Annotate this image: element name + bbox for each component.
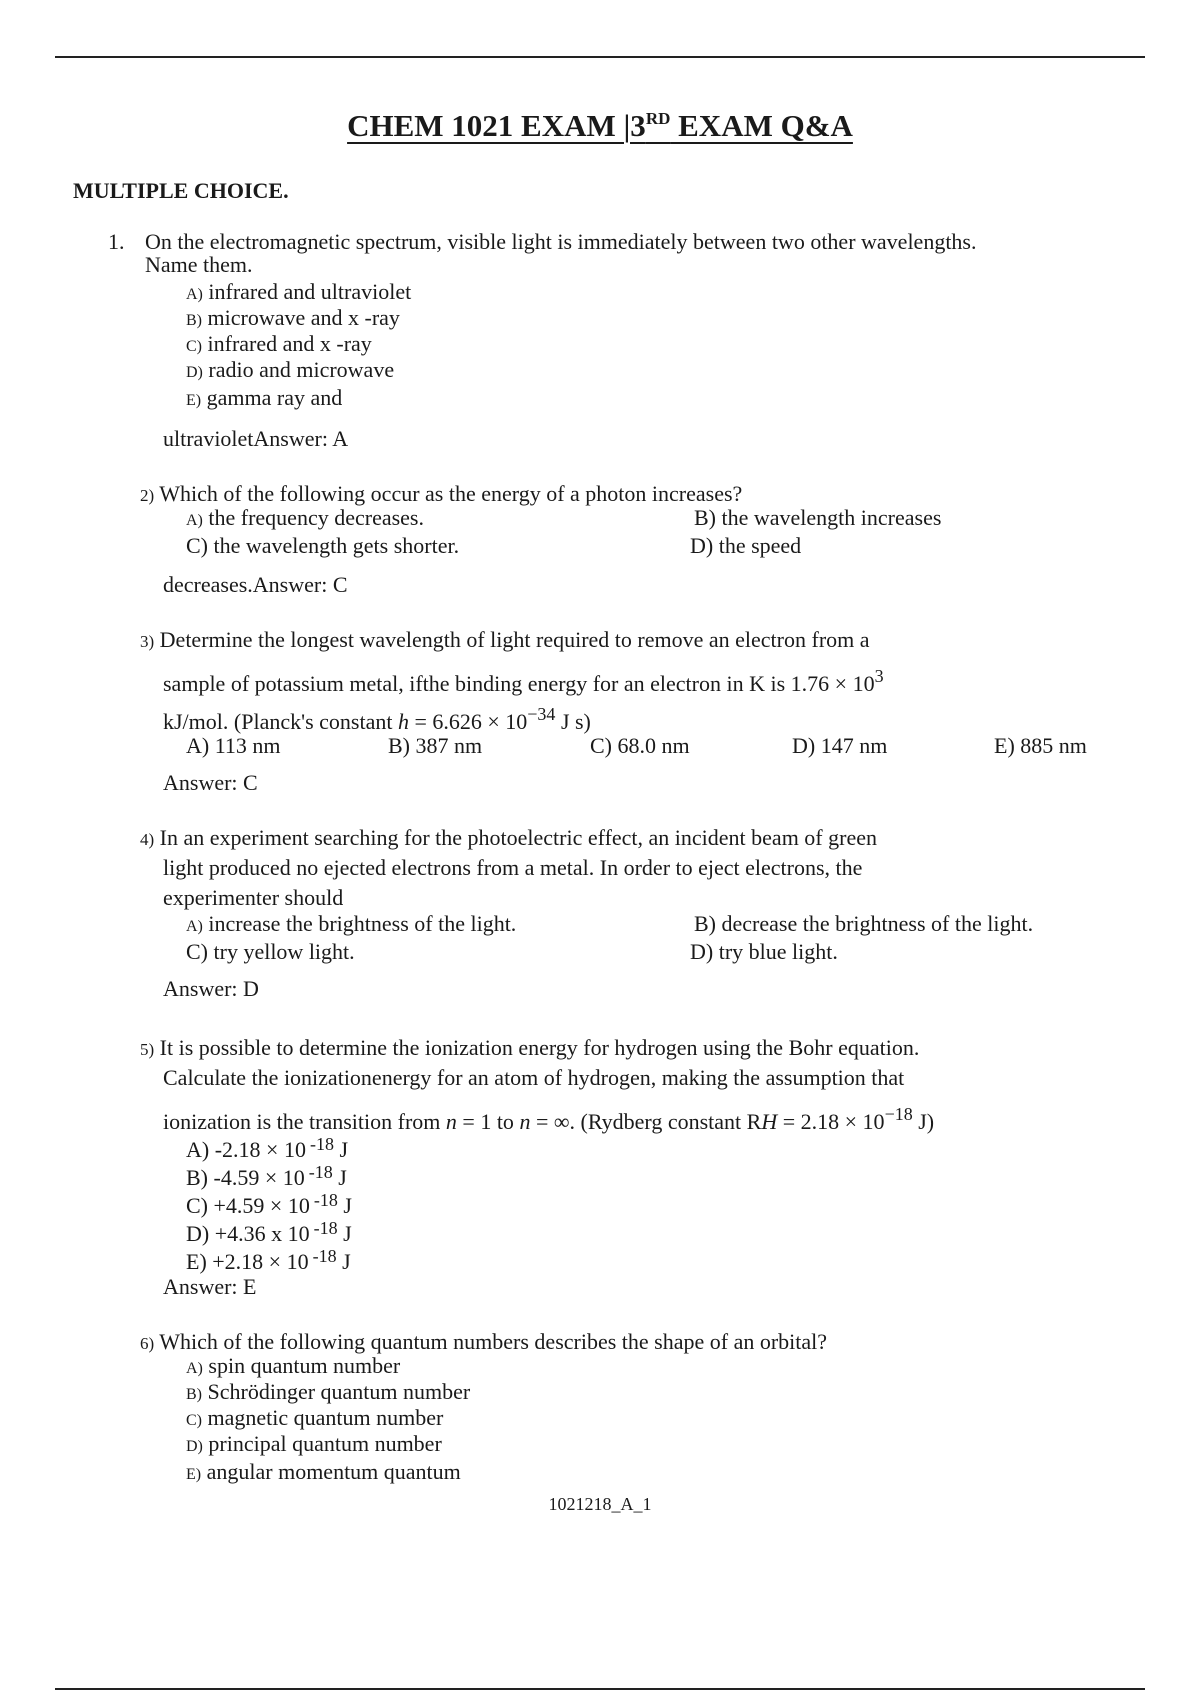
answer-option: B) Schrödinger quantum number [186, 1379, 471, 1404]
answer-option: E) +2.18 × 10 $^{-18}$ J [186, 1246, 351, 1274]
question-text: 3) Determine the longest wavelength of light required to remove an electron from a [140, 627, 870, 652]
question-text: Calculate the ionizationenergy for an atom of hydrogen, making the assumption that [163, 1065, 905, 1090]
answer-option: A) 113 nm [186, 733, 281, 758]
question-text: 5) It is possible to determine the ionization energy for hydrogen using the Bohr equation. [140, 1035, 920, 1060]
bottom-rule [55, 1688, 1145, 1690]
answer-option: E) angular momentum quantum [186, 1459, 461, 1484]
answer-text: Answer: E [163, 1274, 257, 1299]
answer-option: A) infrared and ultraviolet [186, 279, 412, 304]
question-text: 2) Which of the following occur as the energy of a photon increases? [140, 481, 743, 506]
answer-option: C) the wavelength gets shorter. [186, 533, 460, 558]
question-text: On the electromagnetic spectrum, visible light is immediately between two other wavelengths. [145, 229, 977, 254]
question-text: experimenter should [163, 885, 344, 910]
answer-option: C) +4.59 × 10 $^{-18}$ J [186, 1190, 352, 1218]
answer-option: A) -2.18 × 10 $^{-18}$ J [186, 1134, 349, 1162]
answer-option: D) 147 nm [792, 733, 888, 758]
question-text: sample of potassium metal, ifthe binding energy for an electron in K is $1.76 \times 10^3$ [163, 666, 884, 696]
answer-option: B) decrease the brightness of the light. [694, 911, 1034, 936]
answer-option: E) gamma ray and [186, 385, 343, 410]
section-heading: MULTIPLE CHOICE. [73, 178, 289, 203]
answer-option: B) the wavelength increases [694, 505, 942, 530]
answer-option: C) try yellow light. [186, 939, 355, 964]
answer-text: decreases.Answer: C [163, 572, 348, 597]
question-text: kJ/mol. (Planck's constant $h = 6.626 \times 10^{-34}$ J s) [163, 704, 591, 734]
answer-option: C) magnetic quantum number [186, 1405, 444, 1430]
answer-option: C) 68.0 nm [590, 733, 690, 758]
answer-option: D) principal quantum number [186, 1431, 442, 1456]
question-text: light produced no ejected electrons from a metal. In order to eject electrons, the [163, 855, 863, 880]
top-rule [55, 56, 1145, 58]
question-text: 4) In an experiment searching for the photoelectric effect, an incident beam of green [140, 825, 877, 850]
answer-text: ultravioletAnswer: A [163, 426, 349, 451]
question-number: 1. [108, 229, 125, 254]
answer-option: D) radio and microwave [186, 357, 395, 382]
question-text: Name them. [145, 252, 253, 277]
answer-option: D) +4.36 x 10 $^{-18}$ J [186, 1218, 352, 1246]
question-text: ionization is the transition from n = 1 to n = ∞. (Rydberg constant RH = $2.18 \times 10^{-18}$ J) [163, 1104, 935, 1134]
answer-text: Answer: D [163, 976, 259, 1001]
page-title: CHEM 1021 EXAM |3RD EXAM Q&A [347, 108, 853, 143]
answer-option: B) -4.59 × 10 $^{-18}$ J [186, 1162, 347, 1190]
answer-option: A) the frequency decreases. [186, 505, 424, 530]
answer-option: E) 885 nm [994, 733, 1087, 758]
question-text: 6) Which of the following quantum numbers describes the shape of an orbital? [140, 1329, 828, 1354]
answer-text: Answer: C [163, 770, 258, 795]
answer-option: C) infrared and x -ray [186, 331, 372, 356]
answer-option: A) spin quantum number [186, 1353, 401, 1378]
answer-option: D) the speed [690, 533, 802, 558]
page-footer-code: 1021218_A_1 [548, 1494, 652, 1514]
answer-option: B) 387 nm [388, 733, 483, 758]
answer-option: B) microwave and x -ray [186, 305, 400, 330]
answer-option: A) increase the brightness of the light. [186, 911, 517, 936]
answer-option: D) try blue light. [690, 939, 838, 964]
